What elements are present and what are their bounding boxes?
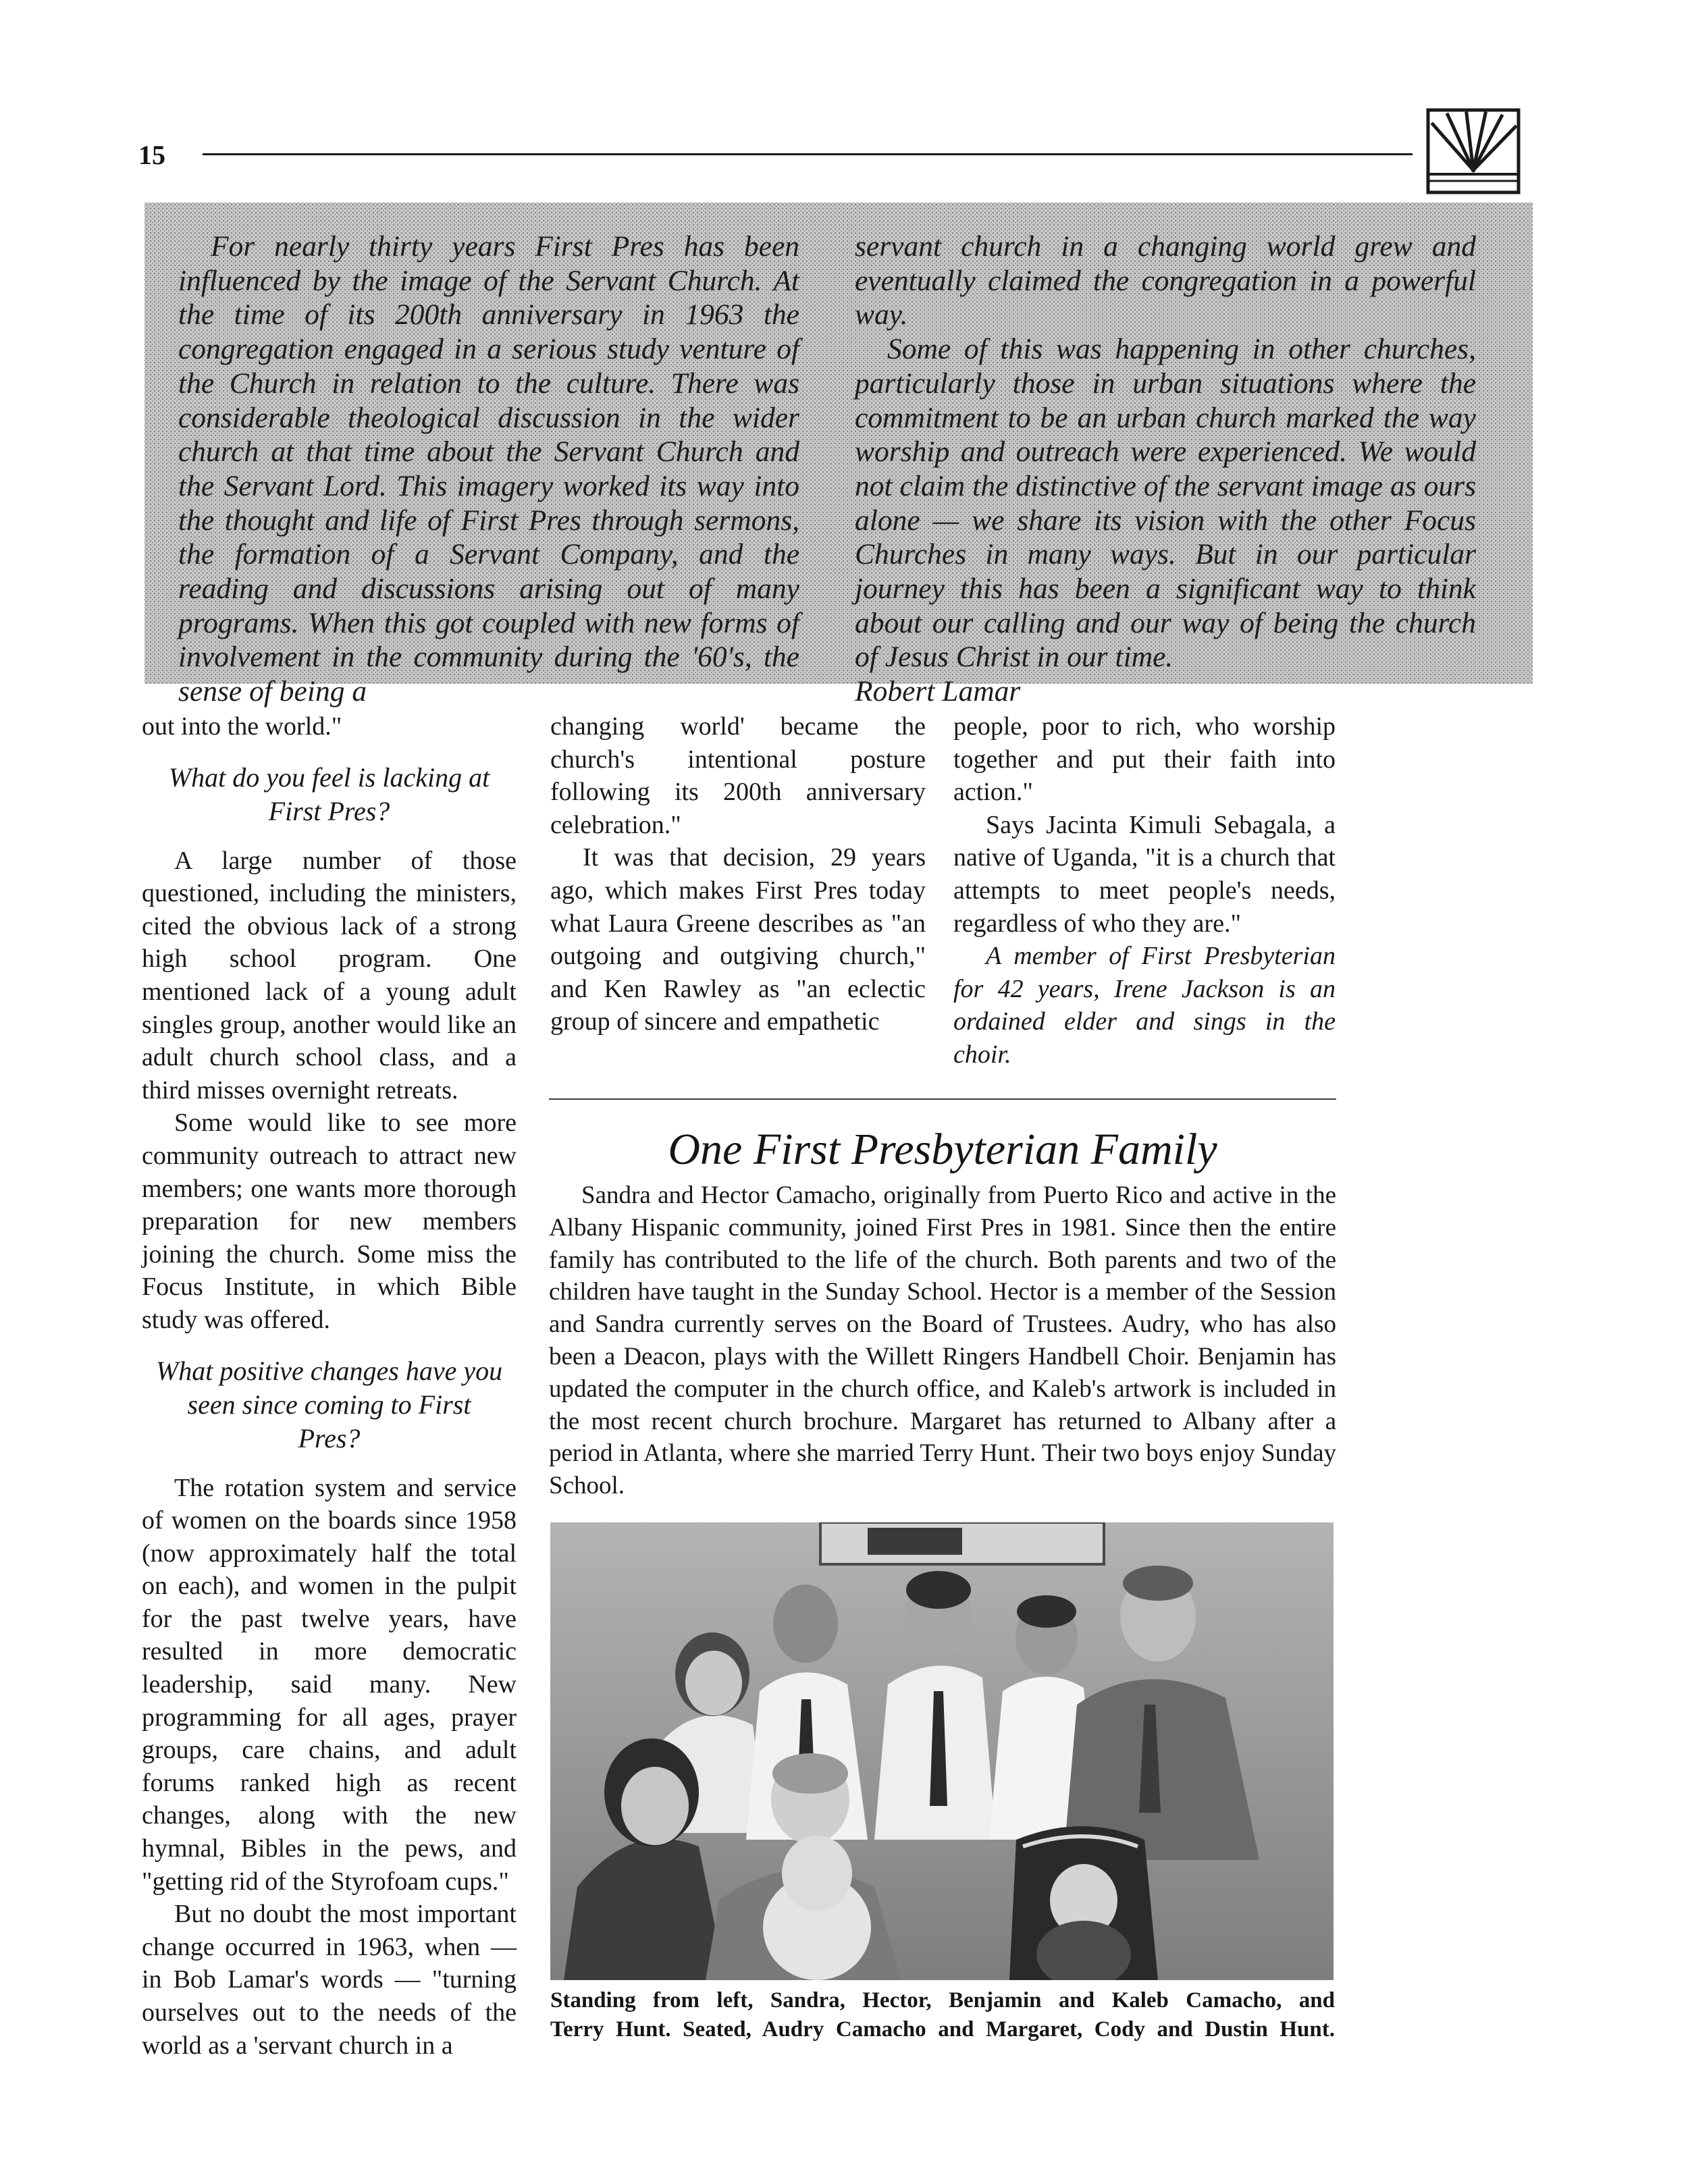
body-paragraph: A large number of those questioned, including the ministers, cited the obvious lack of a strong high school program. One mentioned lack of a young adult singles group, another would like an adult church school class, and a third misses overnight retreats. [142, 846, 517, 1104]
intro-right-column [855, 230, 1476, 709]
sunburst-logo-icon [1426, 108, 1521, 194]
body-paragraph: Some would like to see more community outreach to attract new members; one wants more thorough preparation for new members joining the church. Some miss the Focus Institute, in which Bible study was offered. [142, 1109, 517, 1334]
body-paragraph: It was that decision, 29 years ago, which makes First Pres today what Laura Greene describes as "an outgoing and outgiving church," and Ken Rawley as "an eclectic group of sincere and empathetic [550, 843, 926, 1036]
page-number: 15 [138, 140, 165, 170]
family-paragraph: Sandra and Hector Camacho, originally from Puerto Rico and active in the Albany Hispanic community, joined First Pres in 1981. Since then the entire family has contributed to the life of the church. Both parents and two of the children have taught in the Sunday School. Hector is a member of the Session and Sandra currently serves on the Board of Trustees. Audry, who has also been a Deacon, plays with the Willett Ringers Handbell Choir. Benjamin has updated the computer in the church office, and Kaleb's artwork is included in the most recent church brochure. Margaret has returned to Albany after a period in Atlanta, where she married Terry Hunt. Their two boys enjoy Sunday School. [549, 1181, 1336, 1500]
caption-line: Standing from left, Sandra, Hector, Benjamin and Kaleb Camacho, and [550, 1988, 1335, 2013]
body-paragraph: The rotation system and service of women on the boards since 1958 (now approximately half the total on each), and women in the pulpit for the past twelve years, have resulted in more democratic leadership, said many. New programming for all ages, prayer groups, care chains, and adult forums ranked high as recent changes, along with the new hymnal, Bibles in the pews, and "getting rid of the Styrofoam cups." [142, 1473, 517, 1896]
body-paragraph: Says Jacinta Kimuli Sebagala, a native of Uganda, "it is a church that attempts to meet people's needs, regardless of who they are." [953, 810, 1336, 938]
intro-shaded-box [144, 203, 1533, 708]
body-paragraph: people, poor to rich, who worship together and put their faith into action." [953, 712, 1336, 807]
intro-signature: Robert Lamar [855, 675, 1021, 708]
family-photo [550, 1522, 1334, 1980]
intro-left-column [178, 230, 799, 709]
body-paragraph: out into the world." [142, 712, 342, 741]
author-bio: A member of First Presbyterian for 42 years, Irene Jackson is an ordained elder and sings in the choir. [953, 942, 1336, 1069]
section-divider [549, 1098, 1336, 1100]
article-column-2 [550, 710, 926, 1038]
caption-line: Terry Hunt. Seated, Audry Camacho and Margaret, Cody and Dustin Hunt. [550, 2017, 1335, 2042]
interview-question: What do you feel is lacking at First Pres? [168, 762, 490, 826]
intro-paragraph: For nearly thirty years First Pres has been influenced by the image of the Servant Church. At the time of its 200th anniversary in 1963 the congregation engaged in a serious study venture of the Church in relation to the culture. There was considerable theological discussion in the wider church at that time about the Servant Church and the Servant Lord. This imagery worked its way into the thought and life of First Pres through sermons, the formation of a Servant Company, and the reading and discussions arising out of many programs. When this got coupled with new forms of involvement in the community during the '60's, the sense of being a [178, 230, 799, 708]
article-column-3 [953, 710, 1336, 1071]
photo-caption [550, 1986, 1335, 2044]
family-section-title: One First Presbyterian Family [668, 1125, 1217, 1174]
header-rule [203, 153, 1413, 155]
family-section-text [549, 1179, 1336, 1502]
intro-paragraph: Some of this was happening in other churches, particularly those in urban situations where the commitment to be an urban church marked the way worship and outreach were experienced. We would not claim the distinctive of the servant image as ours alone — we share its vision with the other Focus Churches in many ways. But in our particular journey this has been a significant way to think about our calling and our way of being the church of Jesus Christ in our time. [855, 333, 1476, 674]
article-column-1 [142, 710, 517, 2062]
body-paragraph: But no doubt the most important change occurred in 1963, when — in Bob Lamar's words — "turning ourselves out to the needs of the world as a 'servant church in a [142, 1900, 517, 2060]
intro-paragraph: servant church in a changing world grew and eventually claimed the congregation in a powerful way. [855, 230, 1476, 331]
interview-question: What positive changes have you seen since coming to First Pres? [155, 1355, 503, 1454]
body-paragraph: changing world' became the church's intentional posture following its 200th anniversary celebration." [550, 712, 926, 839]
